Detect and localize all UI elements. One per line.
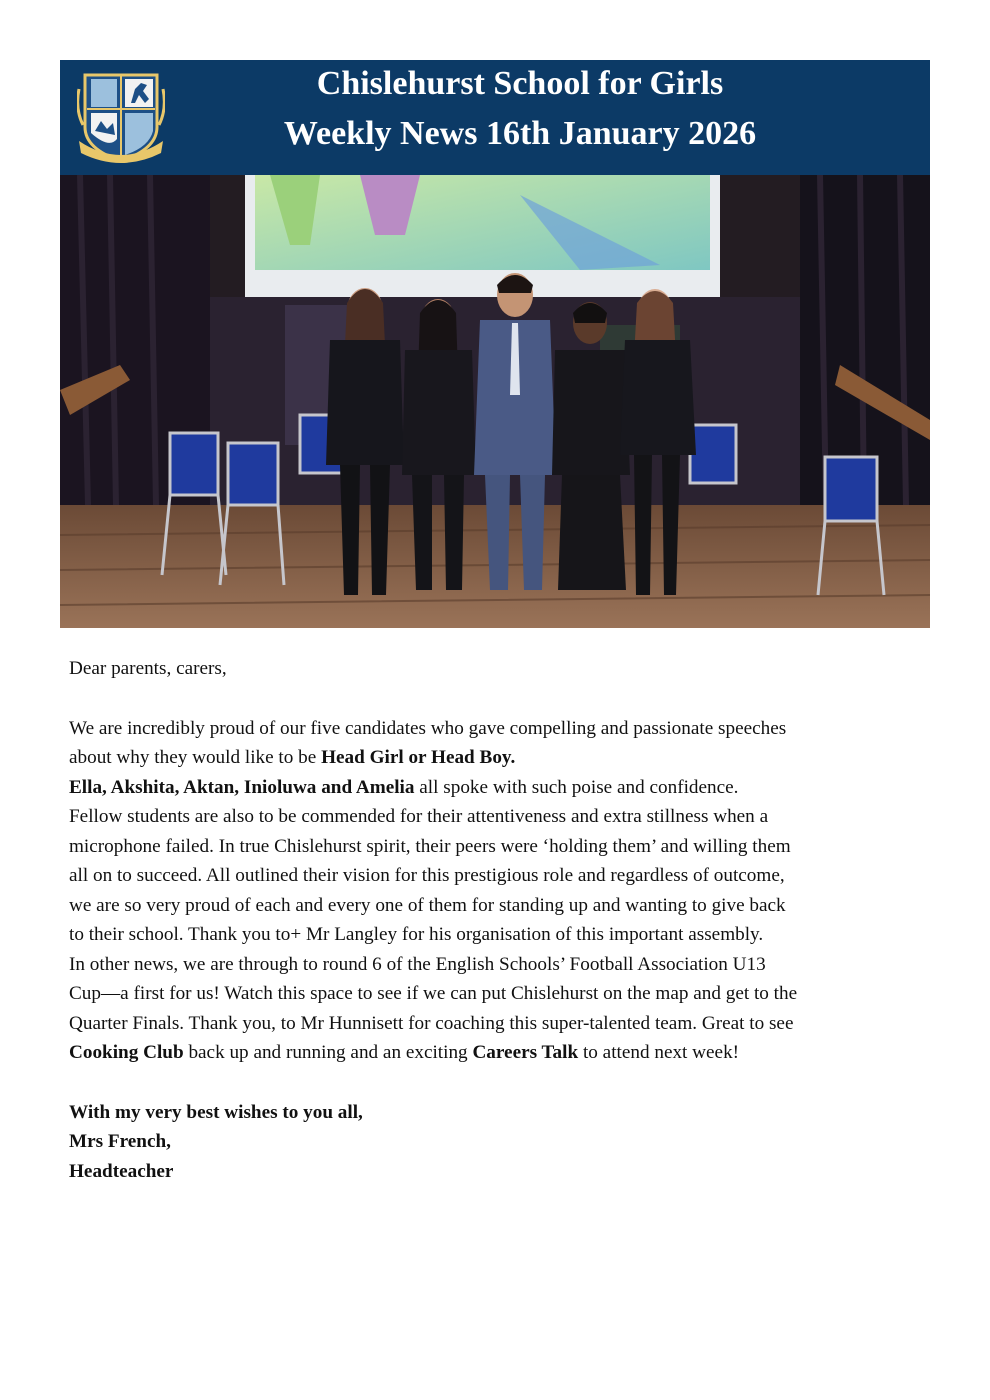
letter-line (69, 1038, 919, 1068)
letter-line: We are incredibly proud of our five candidates who gave compelling and passionate speeches (69, 717, 787, 739)
greeting: Dear parents, carers, (69, 658, 227, 679)
letter-line: to their school. Thank you to+ Mr Langley for his organisation of this important assembly. (69, 924, 764, 945)
letter-text: to attend next week! (578, 1042, 740, 1063)
group-photo-image (60, 175, 930, 628)
signoff (69, 1127, 919, 1157)
cooking-club-emphasis: Cooking Club (69, 1042, 184, 1063)
letter-line: we are so very proud of each and every one of them for standing up and wanting to give back (69, 894, 786, 916)
letter-text: back up and running and an exciting (183, 1042, 473, 1063)
paragraph-gap (69, 1068, 919, 1098)
signoff-role: Headteacher (69, 1160, 174, 1182)
candidate-names: Ella, Akshita, Aktan, Inioluwa and Amelia (69, 776, 415, 798)
letter-line: microphone failed. In true Chislehurst spirit, their peers were ‘holding them’ and willing them (69, 835, 791, 857)
letter-line (69, 773, 919, 803)
letter-text: about why they would like to be (69, 747, 322, 768)
issue-title: Weekly News 16th January 2026 (283, 115, 757, 152)
letter-line (69, 743, 919, 773)
paragraph-gap (69, 684, 919, 714)
signoff-wishes: With my very best wishes to you all, (69, 1101, 363, 1123)
signoff (69, 1098, 919, 1128)
letter-text: all spoke with such poise and confidence. (414, 776, 739, 798)
letter-line: In other news, we are through to round 6 of the English Schools’ Football Association U13 (69, 953, 766, 975)
school-name: Chislehurst School for Girls (316, 65, 724, 102)
signoff-name: Mrs French, (69, 1131, 171, 1152)
careers-talk-emphasis: Careers Talk (472, 1042, 579, 1063)
newsletter-header (60, 60, 930, 175)
letter-line: all on to succeed. All outlined their vision for this prestigious role and regardless of outcome, (69, 865, 785, 886)
headteacher-letter (69, 654, 919, 1186)
role-emphasis: Head Girl or Head Boy. (321, 747, 516, 768)
letter-line: Cup—a first for us! Watch this space to see if we can put Chislehurst on the map and get to the (69, 983, 798, 1004)
signoff (69, 1157, 919, 1187)
letter-line: Quarter Finals. Thank you, to Mr Hunnisett for coaching this super-talented team. Great to see (69, 1012, 794, 1034)
letter-line: Fellow students are also to be commended for their attentiveness and extra stillness when a (69, 806, 769, 827)
school-crest-icon (77, 69, 165, 166)
